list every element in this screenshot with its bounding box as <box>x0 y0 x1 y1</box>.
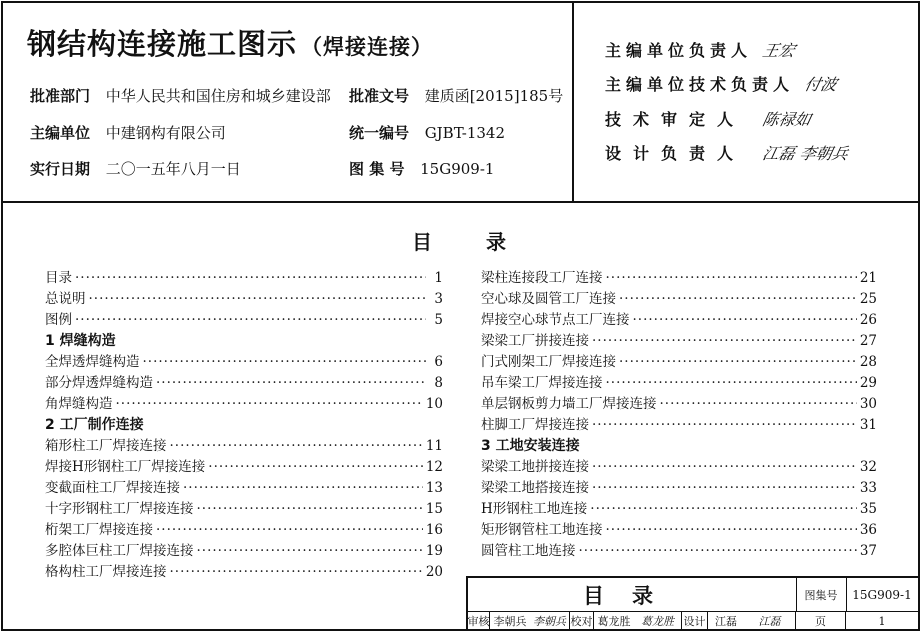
toc-leader-dots <box>606 373 857 394</box>
toc-entry-label: 焊接空心球节点工厂连接 <box>481 312 630 328</box>
toc-entry[interactable] <box>481 541 877 562</box>
toc-entry-page: 33 <box>859 480 877 496</box>
toc-leader-dots <box>156 520 423 541</box>
toc-entry-page: 3 <box>434 291 443 307</box>
toc-heading-char: 录 <box>486 230 506 254</box>
meta-value: GJBT-1342 <box>424 124 506 142</box>
reviewer-signature: 李朝兵 <box>530 611 570 631</box>
signature: 江磊 李朝兵 <box>760 144 850 163</box>
meta-key: 主编单位 <box>30 124 91 142</box>
toc-entry[interactable] <box>45 478 443 499</box>
toc-entry[interactable] <box>45 373 443 394</box>
meta-key: 批准部门 <box>30 87 91 105</box>
toc-leader-dots <box>156 373 426 394</box>
toc-entry-page: 11 <box>425 438 443 454</box>
toc-entry[interactable] <box>45 394 443 415</box>
toc-entry[interactable] <box>45 499 443 520</box>
toc-entry-label: 圆管柱工地连接 <box>481 543 576 559</box>
toc-leader-dots <box>579 541 857 562</box>
toc-entry-label: 目录 <box>45 270 72 286</box>
toc-leader-dots <box>197 541 423 562</box>
toc-entry-page: 25 <box>859 291 877 307</box>
toc-entry-label: 部分焊透焊缝构造 <box>45 375 153 391</box>
toc-entry-label: 梁梁工地拼接连接 <box>481 459 589 475</box>
toc-entry-page: 12 <box>425 459 443 475</box>
toc-entry-page: 20 <box>425 564 443 580</box>
toc-entry-label: H形钢柱工地连接 <box>481 501 588 517</box>
toc-entry[interactable] <box>481 331 877 352</box>
toc-entry-label: 总说明 <box>45 291 86 307</box>
atlas-no-label: 图集号 <box>796 578 847 611</box>
toc-leader-dots <box>592 331 857 352</box>
toc-entry-page: 6 <box>434 354 443 370</box>
toc-heading <box>412 226 506 255</box>
toc-entry-label: 梁梁工厂拼接连接 <box>481 333 589 349</box>
meta-editor-unit <box>30 122 226 143</box>
toc-entry-page: 35 <box>859 501 877 517</box>
title-block-title: 目录 <box>468 578 797 611</box>
responsible-role: 设计负责人 <box>605 144 746 163</box>
toc-leader-dots <box>592 415 857 436</box>
toc-entry-page: 28 <box>859 354 877 370</box>
toc-leader-dots <box>592 478 857 499</box>
toc-entry-page: 8 <box>434 375 443 391</box>
toc-entry-page: 19 <box>425 543 443 559</box>
meta-unified-no <box>349 122 505 143</box>
meta-effective-date <box>30 158 241 179</box>
toc-leader-dots <box>208 457 423 478</box>
responsible-role: 主编单位技术负责人 <box>605 75 795 94</box>
signature: 付波 <box>802 75 839 94</box>
toc-entry-label: 梁柱连接段工厂连接 <box>481 270 603 286</box>
check-label: 校对 <box>570 611 594 631</box>
toc-entry-label: 柱脚工厂焊接连接 <box>481 417 589 433</box>
reviewer-name: 李朝兵 <box>493 615 527 628</box>
toc-entry-page: 36 <box>859 522 877 538</box>
toc-entry-label: 角焊缝构造 <box>45 396 113 412</box>
toc-leader-dots <box>89 289 427 310</box>
toc-entry-label: 十字形钢柱工厂焊接连接 <box>45 501 194 517</box>
toc-entry-label: 格构柱工厂焊接连接 <box>45 564 167 580</box>
meta-key: 统一编号 <box>349 124 410 142</box>
toc-right-column <box>481 268 877 562</box>
toc-entry[interactable] <box>481 352 877 373</box>
title-block <box>466 576 920 631</box>
meta-value: 二〇一五年八月一日 <box>105 160 241 178</box>
toc-leader-dots <box>116 394 423 415</box>
responsible-row <box>605 141 848 164</box>
toc-entry-page: 16 <box>425 522 443 538</box>
toc-entry-page: 32 <box>859 459 877 475</box>
toc-entry-label: 箱形柱工厂焊接连接 <box>45 438 167 454</box>
toc-entry-label: 全焊透焊缝构造 <box>45 354 140 370</box>
toc-entry-page: 15 <box>425 501 443 517</box>
meta-value: 建质函[2015]185号 <box>424 87 564 105</box>
toc-heading-char: 目 <box>412 230 432 254</box>
toc-entry[interactable] <box>481 415 877 436</box>
toc-entry[interactable] <box>45 541 443 562</box>
toc-section-heading <box>45 331 443 352</box>
designer-name: 江磊 <box>715 615 737 628</box>
toc-entry-label: 桁架工厂焊接连接 <box>45 522 153 538</box>
meta-value: 中华人民共和国住房和城乡建设部 <box>105 87 331 105</box>
toc-entry[interactable] <box>45 289 443 310</box>
signature: 王宏 <box>760 41 797 60</box>
meta-atlas-no <box>349 158 494 179</box>
meta-value: 15G909-1 <box>420 160 495 178</box>
toc-section-heading <box>45 415 443 436</box>
title-block-top-row <box>468 578 920 612</box>
toc-leader-dots <box>633 310 857 331</box>
title-block-signoff-row <box>468 611 920 631</box>
responsible-role: 主编单位负责人 <box>605 41 753 60</box>
toc-entry[interactable] <box>45 520 443 541</box>
toc-leader-dots <box>143 352 427 373</box>
toc-entry-label: 门式刚架工厂焊接连接 <box>481 354 616 370</box>
signature: 陈禄如 <box>760 110 813 129</box>
page-number: 1 <box>878 614 886 628</box>
toc-entry[interactable] <box>481 268 877 289</box>
toc-left-column <box>45 268 443 583</box>
toc-entry-label: 空心球及圆管工厂连接 <box>481 291 616 307</box>
toc-entry-page: 30 <box>859 396 877 412</box>
toc-entry-label: 图例 <box>45 312 72 328</box>
toc-entry[interactable] <box>45 436 443 457</box>
meta-key: 图 集 号 <box>349 160 405 178</box>
toc-entry[interactable] <box>481 520 877 541</box>
title-text: 钢结构连接施工图示 <box>27 27 298 61</box>
toc-leader-dots <box>592 457 857 478</box>
designer-signature: 江磊 <box>744 611 796 631</box>
meta-key: 批准文号 <box>349 87 410 105</box>
toc-section-heading <box>481 436 877 457</box>
meta-approval-no <box>349 85 563 106</box>
toc-entry-label: 1 焊缝构造 <box>45 333 116 349</box>
meta-value: 中建钢构有限公司 <box>105 124 226 142</box>
toc-leader-dots <box>197 499 423 520</box>
meta-key: 实行日期 <box>30 160 91 178</box>
toc-entry-page: 1 <box>434 270 443 286</box>
toc-entry-label: 2 工厂制作连接 <box>45 417 144 433</box>
checker-signature: 葛龙胜 <box>634 611 682 631</box>
toc-leader-dots <box>75 310 426 331</box>
toc-entry[interactable] <box>481 457 877 478</box>
toc-entry-page: 26 <box>859 312 877 328</box>
toc-leader-dots <box>606 268 857 289</box>
toc-entry[interactable] <box>481 373 877 394</box>
toc-entry-page: 13 <box>425 480 443 496</box>
atlas-no-value: 15G909-1 <box>852 587 912 602</box>
toc-leader-dots <box>590 499 857 520</box>
toc-entry-label: 多腔体巨柱工厂焊接连接 <box>45 543 194 559</box>
toc-entry-page: 31 <box>859 417 877 433</box>
toc-entry-label: 吊车梁工厂焊接连接 <box>481 375 603 391</box>
toc-entry[interactable] <box>45 268 443 289</box>
toc-leader-dots <box>619 289 857 310</box>
meta-approval-dept <box>30 85 331 106</box>
toc-entry[interactable] <box>45 352 443 373</box>
toc-entry-label: 梁梁工地搭接连接 <box>481 480 589 496</box>
toc-leader-dots <box>75 268 426 289</box>
toc-entry-page: 27 <box>859 333 877 349</box>
toc-entry-page: 29 <box>859 375 877 391</box>
toc-entry-label: 矩形钢管柱工地连接 <box>481 522 603 538</box>
toc-entry-label: 3 工地安装连接 <box>481 438 580 454</box>
toc-entry-label: 单层钢板剪力墙工厂焊接连接 <box>481 396 657 412</box>
toc-entry[interactable] <box>481 394 877 415</box>
design-label: 设计 <box>682 611 708 631</box>
toc-entry-page: 10 <box>425 396 443 412</box>
toc-entry-page: 37 <box>859 543 877 559</box>
toc-entry[interactable] <box>481 478 877 499</box>
responsible-row <box>605 72 837 95</box>
responsible-row <box>605 38 795 61</box>
page-label: 页 <box>796 611 846 631</box>
toc-entry[interactable] <box>481 499 877 520</box>
toc-entry[interactable] <box>481 289 877 310</box>
toc-entry-page: 5 <box>434 312 443 328</box>
header-divider <box>3 201 918 203</box>
responsible-role: 技术审定人 <box>605 110 746 129</box>
title-subtitle: （焊接连接） <box>301 35 434 59</box>
toc-entry[interactable] <box>45 457 443 478</box>
page-title <box>27 22 433 63</box>
toc-entry[interactable] <box>45 310 443 331</box>
review-label: 审核 <box>468 611 490 631</box>
header-column-divider <box>572 3 574 201</box>
toc-entry[interactable] <box>45 562 443 583</box>
responsible-row <box>605 107 811 130</box>
toc-entry-page: 21 <box>859 270 877 286</box>
toc-leader-dots <box>660 394 857 415</box>
toc-leader-dots <box>170 562 423 583</box>
toc-leader-dots <box>170 436 423 457</box>
toc-entry-label: 变截面柱工厂焊接连接 <box>45 480 180 496</box>
toc-leader-dots <box>183 478 423 499</box>
toc-entry[interactable] <box>481 310 877 331</box>
toc-entry-label: 焊接H形钢柱工厂焊接连接 <box>45 459 206 475</box>
checker-name: 葛龙胜 <box>597 615 631 628</box>
toc-leader-dots <box>619 352 857 373</box>
toc-leader-dots <box>606 520 857 541</box>
